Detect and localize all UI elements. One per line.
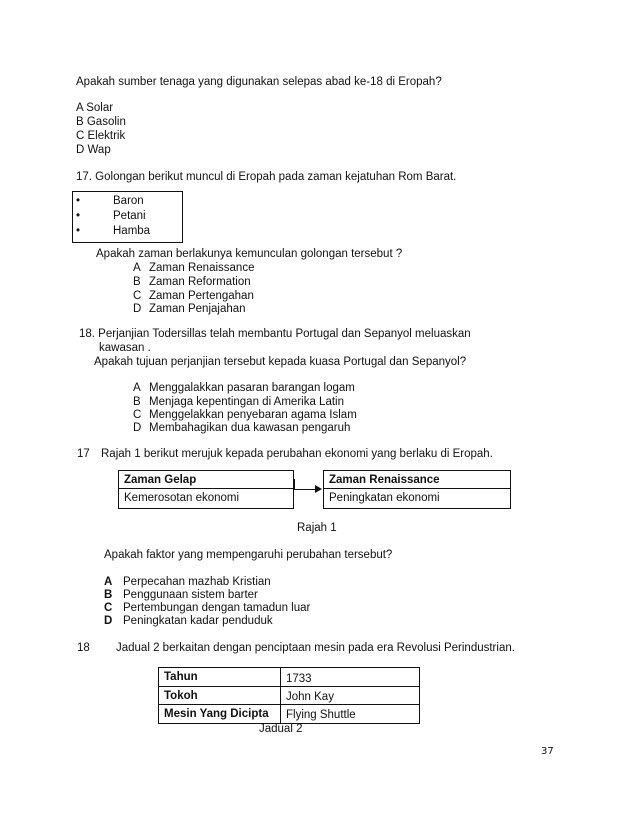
q17a-option-text: Zaman Pertengahan bbox=[149, 290, 254, 302]
q17b-option-letter: C bbox=[104, 602, 113, 614]
bullet: • bbox=[76, 225, 81, 237]
diagram-left-body: Kemerosotan ekonomi bbox=[118, 488, 294, 509]
q17b-option-letter: B bbox=[104, 589, 113, 601]
q18a-option-text: Menjaga kepentingan di Amerika Latin bbox=[149, 396, 344, 408]
q17b-option-text: Pertembungan dengan tamadun luar bbox=[123, 602, 311, 614]
bullet: • bbox=[76, 210, 81, 222]
group-hamba: Hamba bbox=[113, 225, 151, 237]
q17b-number: 17 bbox=[77, 448, 90, 460]
q18b-number: 18 bbox=[77, 642, 90, 654]
diagram-caption: Rajah 1 bbox=[297, 522, 337, 534]
q16-option-c: C Elektrik bbox=[76, 130, 126, 142]
page-number: 37 bbox=[541, 746, 554, 757]
q17b-stem: Rajah 1 berikut merujuk kepada perubahan ekonomi yang berlaku di Eropah. bbox=[101, 448, 493, 460]
table-value-tahun: 1733 bbox=[280, 667, 420, 687]
diagram-right-header: Zaman Renaissance bbox=[323, 470, 511, 489]
q17b-option-text: Penggunaan sistem barter bbox=[123, 589, 258, 601]
diagram-left-header: Zaman Gelap bbox=[118, 470, 294, 489]
group-baron: Baron bbox=[113, 195, 144, 207]
q18a-option-letter: A bbox=[133, 382, 141, 394]
bullet: • bbox=[76, 195, 81, 207]
group-petani: Petani bbox=[113, 210, 146, 222]
table-value-tokoh: John Kay bbox=[280, 686, 420, 705]
q17b-question: Apakah faktor yang mempengaruhi perubahan tersebut? bbox=[104, 549, 393, 561]
q17b-option-text: Perpecahan mazhab Kristian bbox=[123, 576, 271, 588]
q18a-option-letter: B bbox=[133, 396, 141, 408]
q16-question: Apakah sumber tenaga yang digunakan selepas abad ke-18 di Eropah? bbox=[76, 76, 442, 88]
q18a-option-text: Menggelakkan penyebaran agama Islam bbox=[149, 409, 357, 421]
q17a-option-text: Zaman Reformation bbox=[149, 276, 251, 288]
q16-option-b: B Gasolin bbox=[76, 116, 126, 128]
q17a-stem: 17. Golongan berikut muncul di Eropah pada zaman kejatuhan Rom Barat. bbox=[76, 171, 457, 183]
q18a-stem-line1: 18. Perjanjian Todersillas telah membantu Portugal dan Sepanyol meluaskan bbox=[79, 328, 471, 340]
arrow-connector bbox=[294, 479, 295, 489]
q17b-option-text: Peningkatan kadar penduduk bbox=[123, 615, 273, 627]
table-caption: Jadual 2 bbox=[259, 723, 303, 735]
q17a-option-letter: C bbox=[133, 290, 142, 302]
arrow-line bbox=[294, 489, 316, 490]
q17a-question: Apakah zaman berlakunya kemunculan golongan tersebut ? bbox=[96, 248, 403, 260]
table-label-tahun: Tahun bbox=[158, 667, 281, 687]
q17a-option-letter: D bbox=[133, 303, 142, 315]
table-label-tokoh: Tokoh bbox=[158, 686, 281, 705]
q17a-option-text: Zaman Penjajahan bbox=[149, 303, 246, 315]
q17a-option-letter: A bbox=[133, 262, 141, 274]
q18b-stem: Jadual 2 berkaitan dengan penciptaan mesin pada era Revolusi Perindustrian. bbox=[116, 642, 515, 654]
q18a-option-text: Membahagikan dua kawasan pengaruh bbox=[149, 422, 351, 434]
arrow-icon bbox=[315, 485, 322, 493]
table-value-mesin: Flying Shuttle bbox=[280, 704, 420, 724]
q17a-option-text: Zaman Renaissance bbox=[149, 262, 255, 274]
q17a-option-letter: B bbox=[133, 276, 141, 288]
q18a-option-text: Menggalakkan pasaran barangan logam bbox=[149, 382, 355, 394]
q17b-option-letter: D bbox=[104, 615, 113, 627]
q16-option-a: A Solar bbox=[76, 102, 114, 114]
table-label-mesin: Mesin Yang Dicipta bbox=[158, 704, 281, 724]
q18a-option-letter: C bbox=[133, 409, 142, 421]
q17b-option-letter: A bbox=[104, 576, 113, 588]
q16-option-d: D Wap bbox=[76, 144, 111, 156]
diagram-right-body: Peningkatan ekonomi bbox=[323, 488, 511, 509]
q18a-stem-line2: kawasan . bbox=[99, 342, 151, 354]
q18a-question: Apakah tujuan perjanjian tersebut kepada kuasa Portugal dan Sepanyol? bbox=[94, 356, 467, 368]
q18a-option-letter: D bbox=[133, 422, 142, 434]
